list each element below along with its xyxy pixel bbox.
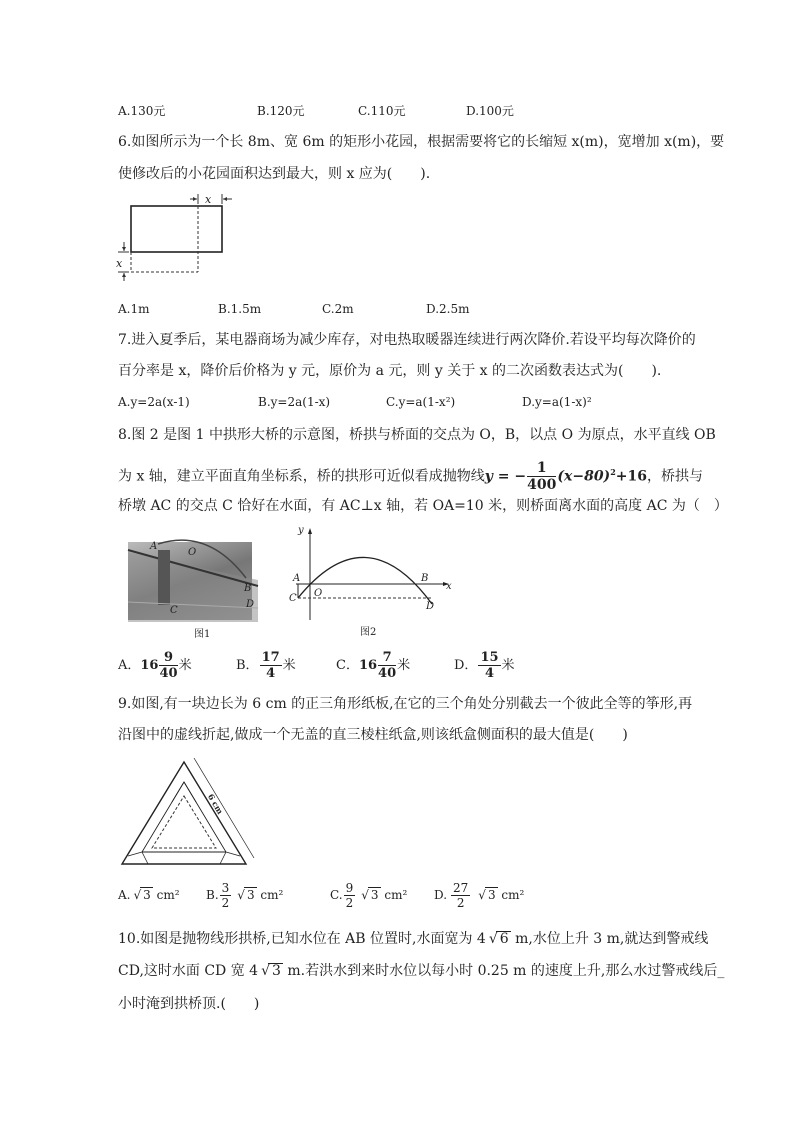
q8-option-c-whole: 16 <box>358 658 378 673</box>
q8-formula-fraction <box>527 461 556 492</box>
q8-option-a-den: 40 <box>159 666 178 681</box>
q8-stem-line2-prefix: 为 x 轴，建立平面直角坐标系，桥的拱形可近似看成抛物线 <box>118 468 485 485</box>
q9-triangle-figure <box>118 756 258 868</box>
q7-stem-line1: 7.进入夏季后，某电器商场为减少库存，对电热取暖器连续进行两次降价.若设平均每次降价的 <box>118 332 696 348</box>
q8-formula-end: +16 <box>615 468 647 485</box>
q9-option-d-fraction <box>451 882 470 909</box>
q10-stem-line1-b: m,水位上升 3 m,就达到警戒线 <box>510 931 709 947</box>
q8-option-c-unit: 米 <box>397 658 411 673</box>
q8-option-c-num: 7 <box>378 651 396 666</box>
q9-option-c-num: 9 <box>345 881 354 895</box>
q10-stem-line2-b: m.若洪水到来时水位以每小时 0.25 m 的速度上升,那么水过警戒线后_ <box>282 963 725 979</box>
q9-option-c-root: √ 3 <box>368 887 380 902</box>
q6-option-d: D.2.5m <box>426 302 470 316</box>
q8-stem-line3: 桥墩 AC 的交点 C 恰好在水面，有 AC⊥x 轴，若 OA=10 米，则桥面离水面的高度 AC 为（ ） <box>118 498 728 514</box>
q8-option-c-den: 40 <box>378 666 397 681</box>
q8-option-c <box>336 648 410 684</box>
q8-fig2-label-x: x <box>446 581 452 592</box>
q8-fig2-label-y: y <box>298 525 304 536</box>
q9-option-d-num: 27 <box>453 881 469 895</box>
q7-option-d: D.y=a(1-x)² <box>522 395 592 409</box>
q8-fig1-label-c: C <box>170 605 178 616</box>
q7-option-a: A.y=2a(x-1) <box>118 395 190 409</box>
q8-option-d <box>454 648 515 684</box>
q5-option-b: B.120元 <box>257 104 305 118</box>
q8-option-b-fraction <box>260 651 282 680</box>
q10-stem-line2-a: CD,这时水面 CD 宽 4 <box>118 963 259 979</box>
q7-option-c: C.y=a(1-x²) <box>386 395 456 409</box>
q6-option-b: B.1.5m <box>218 302 262 316</box>
q8-stem-line2 <box>118 452 703 492</box>
q8-option-a-num: 9 <box>159 651 177 666</box>
q9-option-a <box>118 878 180 912</box>
q5-option-d: D.100元 <box>466 104 514 118</box>
q8-fig1-label-a: A <box>150 541 158 552</box>
q10-stem-line1 <box>118 929 708 949</box>
q9-option-b-den: 2 <box>221 896 230 910</box>
q5-option-c: C.110元 <box>358 104 406 118</box>
q8-formula-num: 1 <box>527 461 556 477</box>
q9-option-b-letter: B. <box>206 888 219 902</box>
q9-option-b-unit: cm² <box>260 888 284 902</box>
q8-fig1-label-b: B <box>244 583 252 594</box>
q8-option-b <box>236 648 296 684</box>
q9-option-b-fraction <box>220 882 232 909</box>
q7-option-b: B.y=2a(1-x) <box>258 395 331 409</box>
q10-stem-line2 <box>118 961 724 981</box>
q8-fig2-label-o: O <box>314 588 323 599</box>
q9-fig-label: 6 cm <box>205 792 226 816</box>
q8-option-b-letter: B． <box>236 658 259 673</box>
q9-option-d-letter: D. <box>434 888 448 902</box>
q10-stem-line2-root: √ 3 <box>268 963 283 978</box>
q8-formula-den: 400 <box>527 477 557 494</box>
q9-stem-line2: 沿图中的虚线折起,做成一个无盖的直三棱柱纸盒,则该纸盒侧面积的最大值是( ) <box>118 727 628 743</box>
q9-option-b-root: √ 3 <box>244 887 256 902</box>
q9-option-d <box>434 878 524 912</box>
q10-stem-line3: 小时淹到拱桥顶.( ) <box>118 996 260 1012</box>
q6-fig-x-left: x <box>116 257 123 270</box>
q8-formula-exp: 2 <box>610 467 616 477</box>
q6-option-c: C.2m <box>322 302 354 316</box>
q9-option-c-unit: cm² <box>384 888 408 902</box>
q8-option-d-unit: 米 <box>501 658 515 673</box>
q8-option-b-den: 4 <box>266 666 276 681</box>
q8-formula-y: y = − <box>484 468 527 485</box>
q8-option-a <box>118 648 192 684</box>
q8-fig1-label-d: D <box>246 599 255 610</box>
q8-option-c-fraction <box>378 651 396 680</box>
q8-option-b-num: 17 <box>261 650 280 665</box>
q9-option-a-root: √ 3 <box>140 887 152 902</box>
q9-stem-line1: 9.如图,有一块边长为 6 cm 的正三角形纸板,在它的三个角处分别截去一个彼此全等的筝形,再 <box>118 696 693 712</box>
q8-option-d-fraction <box>478 651 500 680</box>
q8-fig2-label-b: B <box>421 573 429 584</box>
q6-stem-line1: 6.如图所示为一个长 8m、宽 6m 的矩形小花园，根据需要将它的长缩短 x(m)，宽增加 x(m)，要 <box>118 134 725 150</box>
q9-option-d-unit: cm² <box>501 888 525 902</box>
q9-option-a-unit: cm² <box>156 888 180 902</box>
q8-option-d-den: 4 <box>484 666 494 681</box>
q8-option-a-letter: A． <box>118 658 141 673</box>
q10-stem-line1-root: √ 6 <box>496 931 511 946</box>
q8-option-c-letter: C． <box>336 658 359 673</box>
q8-option-a-whole: 16 <box>140 658 159 673</box>
q6-option-a: A.1m <box>118 302 150 316</box>
q9-option-c-den: 2 <box>345 896 354 910</box>
q9-option-b <box>206 878 283 912</box>
q9-option-c-letter: C. <box>330 888 343 902</box>
q8-fig2-label-d: D <box>426 601 435 612</box>
q6-stem-line2: 使修改后的小花园面积达到最大，则 x 应为( ). <box>118 166 431 182</box>
q8-fig1-label-o: O <box>188 547 197 558</box>
q8-option-d-letter: D． <box>454 658 478 673</box>
q8-formula-tail: (x−80) <box>557 468 611 485</box>
q8-fig2-caption: 图2 <box>360 627 377 638</box>
q8-option-a-unit: 米 <box>178 658 192 673</box>
q5-option-a: A.130元 <box>118 104 166 118</box>
q8-option-d-num: 15 <box>480 650 499 665</box>
q9-option-d-root: √ 3 <box>485 887 497 902</box>
q9-option-d-den: 2 <box>456 896 465 910</box>
q8-stem-line2-suffix: ，桥拱与 <box>646 468 703 485</box>
q7-stem-line2: 百分率是 x，降价后价格为 y 元，原价为 a 元，则 y 关于 x 的二次函数表达式为( ). <box>118 363 662 379</box>
q9-option-c-fraction <box>344 882 356 909</box>
q8-stem-line1: 8.图 2 是图 1 中拱形大桥的示意图，桥拱与桥面的交点为 O，B，以点 O 为原点，水平直线 OB <box>118 427 716 443</box>
q9-option-a-letter: A. <box>118 888 131 902</box>
q10-stem-line1-a: 10.如图是抛物线形拱桥,已知水位在 AB 位置时,水面宽为 4 <box>118 931 486 947</box>
q8-fig1-caption: 图1 <box>194 629 211 640</box>
q6-rectangle-figure <box>110 190 240 282</box>
q9-option-c <box>330 878 407 912</box>
q6-fig-x-top: x <box>205 193 212 206</box>
q8-option-b-unit: 米 <box>282 658 296 673</box>
q9-option-b-num: 3 <box>221 881 230 895</box>
q8-fig2-label-a: A <box>293 573 301 584</box>
q8-option-a-fraction <box>159 651 177 680</box>
q8-fig2-label-c: C <box>289 593 297 604</box>
